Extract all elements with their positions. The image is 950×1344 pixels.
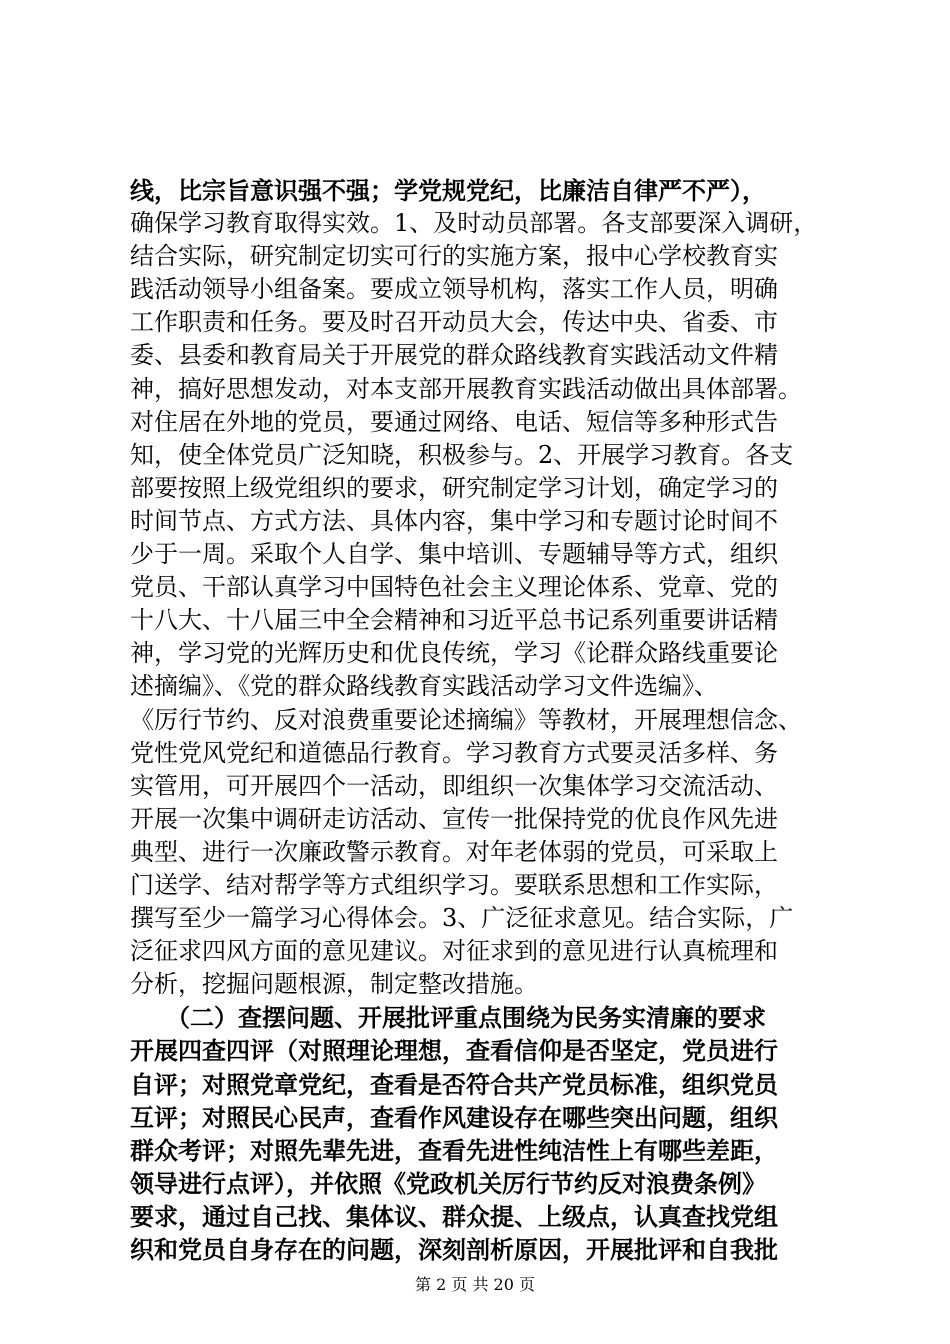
text-line: 对住居在外地的党员，要通过网络、电话、短信等多种形式告 [130,407,778,436]
text-line: 工作职责和任务。要及时召开动员大会，传达中央、省委、市 [130,308,778,337]
text-line: 典型、进行一次廉政警示教育。对年老体弱的党员，可采取上 [130,837,778,866]
text-line: （二）查摆问题、开展批评重点围绕为民务实清廉的要求 [130,1003,766,1033]
text-line: 知，使全体党员广泛知晓，积极参与。2、开展学习教育。各支 [130,440,794,469]
text-line: 委、县委和教育局关于开展党的群众路线教育实践活动文件精 [130,341,778,370]
text-line: 神，学习党的光辉历史和优良传统，学习《论群众路线重要论 [130,639,778,668]
text-line: 党性党风党纪和道德品行教育。学习教育方式要灵活多样、务 [130,738,778,767]
text-line: 开展一次集中调研走访活动、宣传一批保持党的优良作风先进 [130,804,778,833]
text-line: 少于一周。采取个人自学、集中培训、专题辅导等方式，组织 [130,540,778,569]
text-line: 要求，通过自己找、集体议、群众提、上级点，认真查找党组 [130,1201,778,1231]
text-line: 互评；对照民心民声，查看作风建设存在哪些突出问题，组织 [130,1102,778,1132]
text-line: 泛征求四风方面的意见建议。对征求到的意见进行认真梳理和 [130,937,778,966]
text-line: 《厉行节约、反对浪费重要论述摘编》等教材，开展理想信念、 [130,705,802,734]
text-line: 部要按照上级党组织的要求，研究制定学习计划，确定学习的 [130,473,778,502]
text-line: 实管用，可开展四个一活动，即组织一次集体学习交流活动、 [130,771,778,800]
text-line: 门送学、结对帮学等方式组织学习。要联系思想和工作实际， [130,870,778,899]
text-line: 述摘编》、《党的群众路线教育实践活动学习文件选编》、 [130,672,718,701]
text-line: 撰写至少一篇学习心得体会。3、广泛征求意见。结合实际，广 [130,904,794,933]
page-footer: 第 2 页 共 20 页 [415,1275,535,1294]
text-line: 织和党员自身存在的问题，深刻剖析原因，开展批评和自我批 [130,1235,778,1264]
text-line: 时间节点、方式方法、具体内容，集中学习和专题讨论时间不 [130,506,778,535]
text-line: 分析，挖掘问题根源，制定整改措施。 [130,970,538,999]
text-line: 线，比宗旨意识强不强；学党规党纪，比廉洁自律严不严）， [130,176,766,205]
body-text [130,174,850,1266]
text-line: 领导进行点评），并依照《党政机关厉行节约反对浪费条例》 [130,1168,766,1198]
text-line: 践活动领导小组备案。要成立领导机构，落实工作人员，明确 [130,275,778,304]
text-line: 自评；对照党章党纪，查看是否符合共产党员标准，组织党员 [130,1069,778,1099]
text-line: 开展四查四评（对照理论理想，查看信仰是否坚定，党员进行 [130,1036,778,1066]
text-line: 神，搞好思想发动，对本支部开展教育实践活动做出具体部署。 [130,374,802,403]
text-line: 确保学习教育取得实效。1、及时动员部署。各支部要深入调研， [130,209,818,238]
text-line: 群众考评；对照先辈先进，查看先进性纯洁性上有哪些差距， [130,1135,778,1165]
text-line: 结合实际，研究制定切实可行的实施方案，报中心学校教育实 [130,242,778,271]
text-line: 十八大、十八届三中全会精神和习近平总书记系列重要讲话精 [130,606,778,635]
text-line: 党员、干部认真学习中国特色社会主义理论体系、党章、党的 [130,573,778,602]
